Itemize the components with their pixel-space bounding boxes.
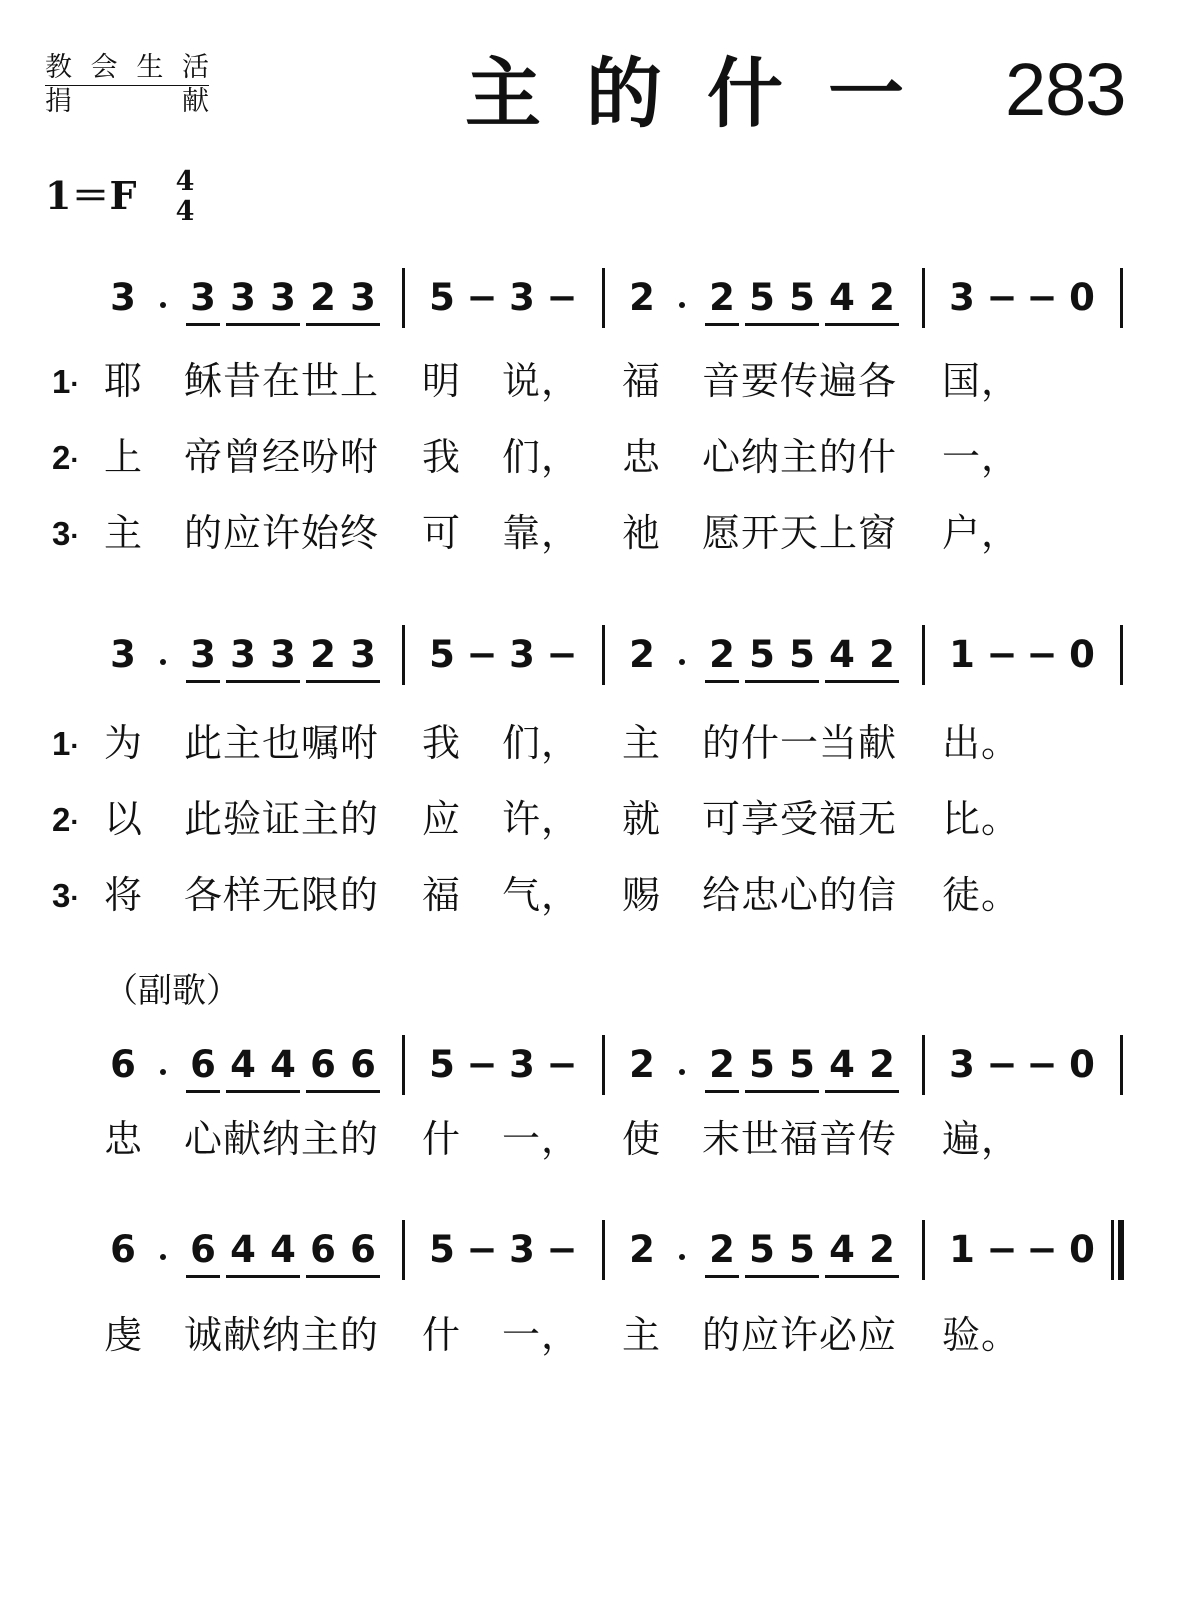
verse-number bbox=[52, 800, 80, 842]
lyric-syllable: 主 bbox=[622, 721, 662, 765]
note: 5 bbox=[429, 1228, 455, 1271]
barline bbox=[1120, 1035, 1123, 1095]
dot-marker bbox=[679, 1069, 685, 1075]
underline-beam bbox=[186, 1090, 220, 1093]
final-barline-thin bbox=[1111, 1220, 1114, 1280]
barline bbox=[602, 625, 605, 685]
lyric-syllable: 以 bbox=[104, 797, 144, 841]
barline bbox=[922, 625, 925, 685]
verse-number bbox=[52, 514, 80, 556]
hymn-number: 283 bbox=[1005, 48, 1126, 131]
lyric-syllable: 诚献纳主的 bbox=[184, 1313, 380, 1357]
lyric-syllable: 我 bbox=[422, 721, 462, 765]
lyric-syllable: 心纳主的什 bbox=[702, 435, 898, 479]
lyric-syllable: 为 bbox=[104, 721, 144, 765]
lyric-syllable: 忠 bbox=[622, 435, 662, 479]
note: 2 bbox=[629, 1043, 655, 1086]
note: 2 bbox=[709, 633, 735, 676]
underline-beam bbox=[705, 1090, 739, 1093]
note: 4 bbox=[829, 1043, 855, 1086]
dot-marker bbox=[160, 1069, 166, 1075]
lyric-syllable: 给忠心的信 bbox=[702, 873, 898, 917]
underline-beam bbox=[186, 680, 220, 683]
lyric-syllable: 使 bbox=[622, 1117, 662, 1161]
note: 0 bbox=[1069, 1043, 1095, 1086]
hymn-title: 主 的 什 一 bbox=[465, 49, 904, 138]
barline bbox=[402, 1035, 405, 1095]
lyric-syllable: 稣昔在世上 bbox=[184, 359, 380, 403]
note: 3 bbox=[270, 633, 296, 676]
barline bbox=[602, 1220, 605, 1280]
note: − bbox=[986, 1228, 1018, 1271]
lyric-syllable: 的应许必应 bbox=[702, 1313, 898, 1357]
note: 3 bbox=[509, 1228, 535, 1271]
underline-beam bbox=[705, 323, 739, 326]
note: 0 bbox=[1069, 633, 1095, 676]
lyric-syllable: 将 bbox=[104, 873, 144, 917]
underline-beam bbox=[226, 680, 300, 683]
lyric-line bbox=[0, 1110, 1200, 1170]
note: 5 bbox=[749, 1228, 775, 1271]
note: − bbox=[546, 1043, 578, 1086]
dot-marker bbox=[679, 1254, 685, 1260]
lyric-syllable: 主 bbox=[104, 511, 144, 555]
note: 3 bbox=[509, 1043, 535, 1086]
note: 6 bbox=[190, 1043, 216, 1086]
note: − bbox=[546, 633, 578, 676]
underline-beam bbox=[306, 323, 380, 326]
note: 2 bbox=[629, 1228, 655, 1271]
note: 5 bbox=[789, 633, 815, 676]
lyric-syllable: 主 bbox=[622, 1313, 662, 1357]
lyric-line bbox=[0, 866, 1200, 926]
time-denominator: 4 bbox=[175, 196, 195, 227]
note: 3 bbox=[110, 276, 136, 319]
underline-beam bbox=[226, 1090, 300, 1093]
note: 2 bbox=[629, 633, 655, 676]
note: 6 bbox=[110, 1043, 136, 1086]
barline bbox=[602, 1035, 605, 1095]
note: 3 bbox=[110, 633, 136, 676]
lyric-line bbox=[0, 504, 1200, 564]
note: 3 bbox=[949, 276, 975, 319]
note: 2 bbox=[709, 276, 735, 319]
lyric-syllable: 心献纳主的 bbox=[184, 1117, 380, 1161]
note: 1 bbox=[949, 633, 975, 676]
lyric-syllable: 音要传遍各 bbox=[702, 359, 898, 403]
note: 6 bbox=[190, 1228, 216, 1271]
lyric-syllable: 我 bbox=[422, 435, 462, 479]
note: − bbox=[546, 276, 578, 319]
underline-beam bbox=[705, 1275, 739, 1278]
note: − bbox=[1026, 1228, 1058, 1271]
lyric-syllable: 徒。 bbox=[942, 873, 1021, 917]
barline bbox=[1120, 268, 1123, 328]
note: 4 bbox=[829, 1228, 855, 1271]
notation-row bbox=[0, 1220, 1200, 1290]
note: 4 bbox=[270, 1228, 296, 1271]
verse-number bbox=[52, 876, 80, 918]
lyric-syllable: 比。 bbox=[942, 797, 1021, 841]
barline bbox=[1120, 625, 1123, 685]
verse-number-dot: · bbox=[70, 520, 80, 551]
note: 6 bbox=[310, 1043, 336, 1086]
note: 5 bbox=[429, 633, 455, 676]
note: 3 bbox=[190, 276, 216, 319]
note: 5 bbox=[749, 276, 775, 319]
underline-beam bbox=[306, 1090, 380, 1093]
lyric-syllable: 就 bbox=[622, 797, 662, 841]
note: 3 bbox=[230, 276, 256, 319]
lyric-syllable: 出。 bbox=[942, 721, 1021, 765]
lyric-line bbox=[0, 428, 1200, 488]
note: 4 bbox=[829, 276, 855, 319]
time-signature bbox=[173, 168, 197, 228]
lyric-syllable: 气， bbox=[502, 873, 581, 917]
note: 4 bbox=[230, 1228, 256, 1271]
lyric-syllable: 靠， bbox=[502, 511, 581, 555]
lyric-syllable: 福 bbox=[622, 359, 662, 403]
underline-beam bbox=[306, 680, 380, 683]
notation-row bbox=[0, 268, 1200, 338]
note: − bbox=[1026, 1043, 1058, 1086]
note: 3 bbox=[350, 633, 376, 676]
lyric-syllable: 愿开天上窗 bbox=[702, 511, 898, 555]
verse-number-dot: · bbox=[70, 882, 80, 913]
notation-row bbox=[0, 1035, 1200, 1105]
verse-number-dot: · bbox=[70, 806, 80, 837]
lyric-line bbox=[0, 352, 1200, 412]
category-line-2: 捐 献 bbox=[45, 86, 209, 117]
underline-beam bbox=[745, 1275, 819, 1278]
underline-beam bbox=[306, 1275, 380, 1278]
note: 6 bbox=[350, 1043, 376, 1086]
final-barline-thick bbox=[1118, 1220, 1124, 1280]
lyric-syllable: 什 bbox=[422, 1313, 462, 1357]
note: 5 bbox=[429, 1043, 455, 1086]
note: 2 bbox=[869, 276, 895, 319]
verse-number-dot: · bbox=[70, 368, 80, 399]
note: 2 bbox=[709, 1043, 735, 1086]
note: − bbox=[1026, 633, 1058, 676]
verse-number bbox=[52, 438, 80, 480]
verse-number-digit: 3 bbox=[52, 515, 71, 552]
note: 5 bbox=[749, 1043, 775, 1086]
lyric-syllable: 验。 bbox=[942, 1313, 1021, 1357]
barline bbox=[922, 1220, 925, 1280]
barline bbox=[402, 1220, 405, 1280]
note: 2 bbox=[310, 633, 336, 676]
note: 4 bbox=[829, 633, 855, 676]
note: − bbox=[986, 276, 1018, 319]
note: 3 bbox=[509, 276, 535, 319]
lyric-syllable: 什 bbox=[422, 1117, 462, 1161]
note: 5 bbox=[789, 276, 815, 319]
note: − bbox=[986, 1043, 1018, 1086]
note: 5 bbox=[789, 1228, 815, 1271]
lyric-syllable: 国， bbox=[942, 359, 1021, 403]
note: 3 bbox=[270, 276, 296, 319]
note: 6 bbox=[110, 1228, 136, 1271]
note: 2 bbox=[629, 276, 655, 319]
underline-beam bbox=[825, 1090, 899, 1093]
note: 2 bbox=[709, 1228, 735, 1271]
lyric-syllable: 一， bbox=[502, 1313, 581, 1357]
lyric-syllable: 明 bbox=[422, 359, 462, 403]
dot-marker bbox=[160, 302, 166, 308]
dot-marker bbox=[160, 659, 166, 665]
lyric-syllable: 许， bbox=[502, 797, 581, 841]
underline-beam bbox=[745, 1090, 819, 1093]
lyric-syllable: 一， bbox=[942, 435, 1021, 479]
note: 5 bbox=[429, 276, 455, 319]
lyric-syllable: 可享受福无 bbox=[702, 797, 898, 841]
verse-number-digit: 2 bbox=[52, 439, 71, 476]
lyric-syllable: 各样无限的 bbox=[184, 873, 380, 917]
verse-number-digit: 1 bbox=[52, 363, 71, 400]
note: 5 bbox=[749, 633, 775, 676]
underline-beam bbox=[186, 1275, 220, 1278]
lyric-syllable: 上 bbox=[104, 435, 144, 479]
lyric-syllable: 祂 bbox=[622, 511, 662, 555]
underline-beam bbox=[226, 323, 300, 326]
lyric-syllable: 遍， bbox=[942, 1117, 1021, 1161]
note: 0 bbox=[1069, 276, 1095, 319]
lyric-syllable: 应 bbox=[422, 797, 462, 841]
lyric-line bbox=[0, 714, 1200, 774]
underline-beam bbox=[825, 323, 899, 326]
note: 1 bbox=[949, 1228, 975, 1271]
lyric-syllable: 耶 bbox=[104, 359, 144, 403]
note: 3 bbox=[509, 633, 535, 676]
category-line-1: 教 会 生 活 bbox=[45, 52, 209, 86]
lyric-syllable: 虔 bbox=[104, 1313, 144, 1357]
lyric-line bbox=[0, 790, 1200, 850]
note: 3 bbox=[230, 633, 256, 676]
note: − bbox=[546, 1228, 578, 1271]
lyric-syllable: 末世福音传 bbox=[702, 1117, 898, 1161]
barline bbox=[402, 625, 405, 685]
dot-marker bbox=[679, 302, 685, 308]
underline-beam bbox=[825, 1275, 899, 1278]
dot-marker bbox=[160, 1254, 166, 1260]
lyric-syllable: 们， bbox=[502, 721, 581, 765]
lyric-syllable: 说， bbox=[502, 359, 581, 403]
note: − bbox=[466, 1043, 498, 1086]
note: 4 bbox=[270, 1043, 296, 1086]
note: − bbox=[986, 633, 1018, 676]
note: 2 bbox=[869, 1043, 895, 1086]
note: 6 bbox=[310, 1228, 336, 1271]
underline-beam bbox=[226, 1275, 300, 1278]
underline-beam bbox=[705, 680, 739, 683]
note: 0 bbox=[1069, 1228, 1095, 1271]
verse-number-digit: 3 bbox=[52, 877, 71, 914]
note: 5 bbox=[789, 1043, 815, 1086]
note: 2 bbox=[869, 633, 895, 676]
lyric-syllable: 忠 bbox=[104, 1117, 144, 1161]
lyric-syllable: 一， bbox=[502, 1117, 581, 1161]
key-signature: 1＝F bbox=[45, 173, 137, 218]
verse-number bbox=[52, 724, 80, 766]
verse-number bbox=[52, 362, 80, 404]
lyric-syllable: 帝曾经吩咐 bbox=[184, 435, 380, 479]
time-numerator: 4 bbox=[175, 166, 195, 197]
underline-beam bbox=[745, 680, 819, 683]
lyric-syllable: 的什一当献 bbox=[702, 721, 898, 765]
lyric-line bbox=[0, 1306, 1200, 1366]
lyric-syllable: 可 bbox=[422, 511, 462, 555]
lyric-syllable: 赐 bbox=[622, 873, 662, 917]
note: 2 bbox=[310, 276, 336, 319]
underline-beam bbox=[745, 323, 819, 326]
note: 3 bbox=[949, 1043, 975, 1086]
barline bbox=[402, 268, 405, 328]
notation-row bbox=[0, 625, 1200, 695]
underline-beam bbox=[825, 680, 899, 683]
note: − bbox=[466, 633, 498, 676]
chorus-label: （副歌） bbox=[104, 971, 240, 1011]
barline bbox=[922, 268, 925, 328]
note: − bbox=[466, 1228, 498, 1271]
underline-beam bbox=[186, 323, 220, 326]
lyric-syllable: 户， bbox=[942, 511, 1021, 555]
lyric-syllable: 们， bbox=[502, 435, 581, 479]
note: 3 bbox=[350, 276, 376, 319]
note: − bbox=[466, 276, 498, 319]
lyric-syllable: 的应许始终 bbox=[184, 511, 380, 555]
note: 3 bbox=[190, 633, 216, 676]
note: − bbox=[1026, 276, 1058, 319]
note: 6 bbox=[350, 1228, 376, 1271]
lyric-syllable: 此主也嘱咐 bbox=[184, 721, 380, 765]
verse-number-dot: · bbox=[70, 730, 80, 761]
verse-number-digit: 2 bbox=[52, 801, 71, 838]
note: 2 bbox=[869, 1228, 895, 1271]
verse-number-digit: 1 bbox=[52, 725, 71, 762]
lyric-syllable: 此验证主的 bbox=[184, 797, 380, 841]
dot-marker bbox=[679, 659, 685, 665]
category-label bbox=[45, 52, 209, 118]
barline bbox=[602, 268, 605, 328]
lyric-syllable: 福 bbox=[422, 873, 462, 917]
note: 4 bbox=[230, 1043, 256, 1086]
verse-number-dot: · bbox=[70, 444, 80, 475]
barline bbox=[922, 1035, 925, 1095]
